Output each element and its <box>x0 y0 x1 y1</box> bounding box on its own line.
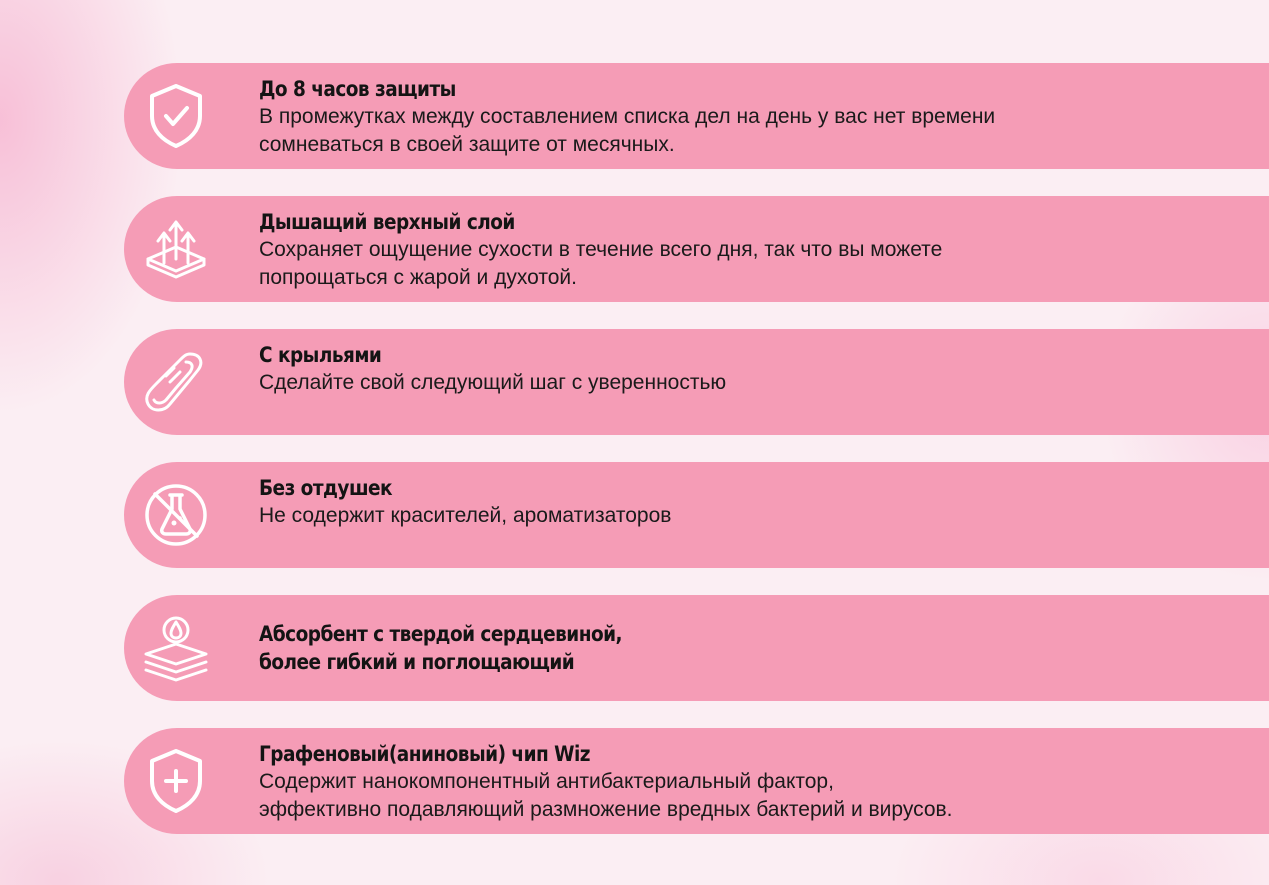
feature-protection <box>124 63 1269 169</box>
feature-wings <box>124 329 1269 435</box>
pad-wings-icon <box>140 346 212 418</box>
feature-title: Дышащий верхный слой <box>259 210 515 234</box>
breathable-layer-icon <box>140 213 212 285</box>
feature-absorbent <box>124 595 1269 701</box>
shield-check-icon <box>140 80 212 152</box>
feature-graphene-chip <box>124 728 1269 834</box>
absorbent-layers-icon <box>140 612 212 684</box>
feature-description: Не содержит красителей, ароматизаторов <box>259 504 672 527</box>
feature-no-fragrance <box>124 462 1269 568</box>
feature-title: Графеновый(аниновый) чип Wiz <box>259 742 591 766</box>
feature-description: Сделайте свой следующий шаг с уверенностью <box>259 371 727 394</box>
feature-breathable <box>124 196 1269 302</box>
no-chemicals-icon <box>140 479 212 551</box>
feature-title: Без отдушек <box>259 476 393 500</box>
feature-list <box>124 63 1269 861</box>
feature-description: Сохраняет ощущение сухости в течение всего дня, так что вы можете попрощаться с жарой и духотой. <box>259 238 943 289</box>
feature-title: С крыльями <box>259 343 382 367</box>
feature-title: До 8 часов защиты <box>259 77 456 101</box>
shield-plus-icon <box>140 745 212 817</box>
feature-description: Содержит нанокомпонентный антибактериальный фактор, эффективно подавляющий размножение вредных бактерий и вирусов. <box>259 770 953 821</box>
feature-title: Абсорбент с твердой сердцевиной, более гибкий и поглощающий <box>259 622 623 674</box>
feature-description: В промежутках между составлением списка дел на день у вас нет времени сомневаться в своей защите от месячных. <box>259 105 996 156</box>
